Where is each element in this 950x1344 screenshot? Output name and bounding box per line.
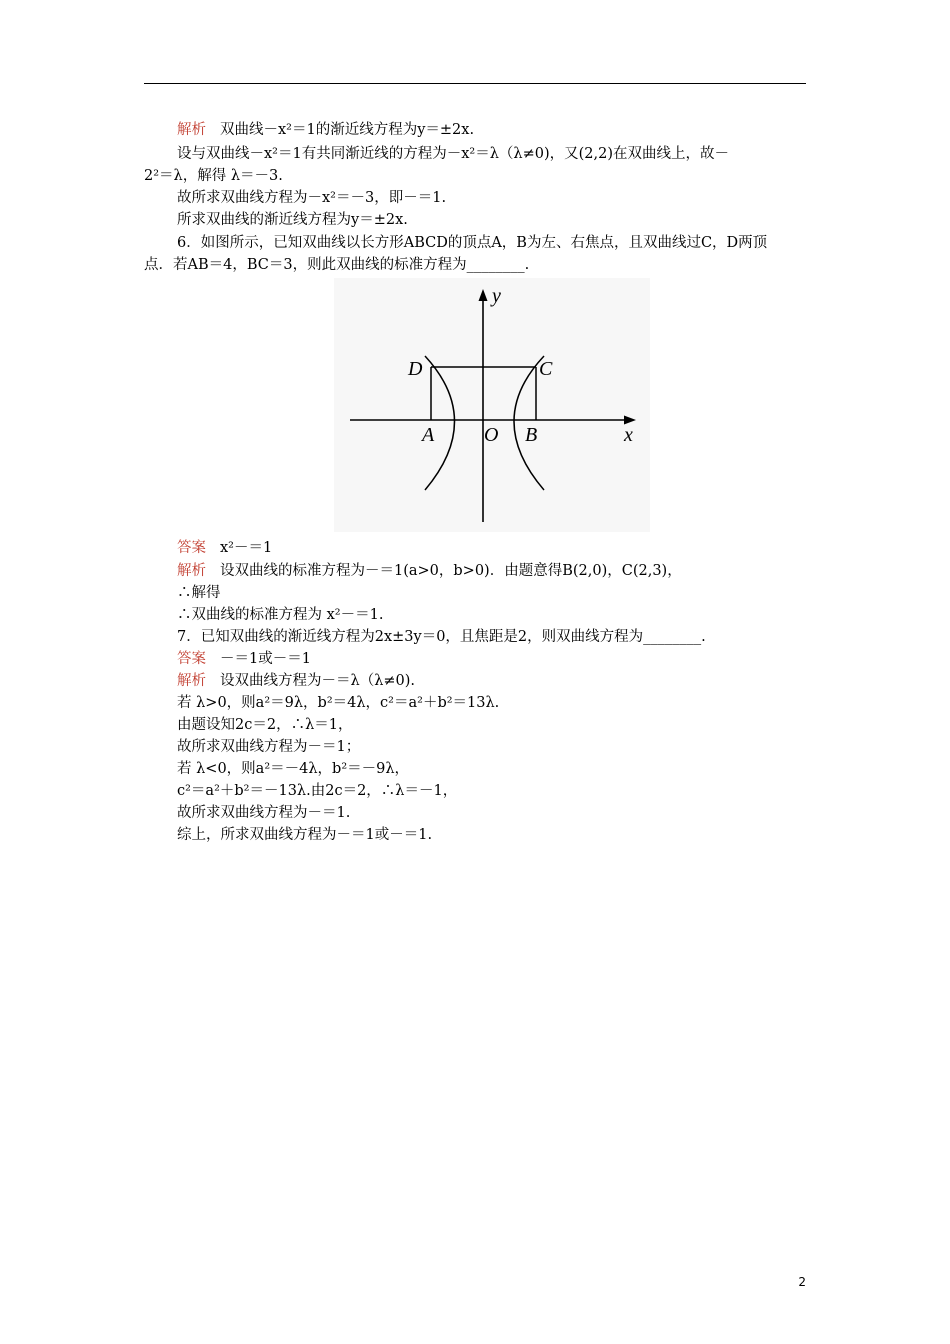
answer-6 (177, 538, 272, 558)
text-s6c: ∴双曲线的标准方程为 x²－＝1. (177, 607, 384, 623)
jiexi-label: 解析 (177, 673, 206, 689)
hyperbola-figure (334, 278, 650, 532)
text-l5: 所求双曲线的渐近线方程为y＝±2x. (177, 212, 408, 228)
text-s7f: c²＝a²＋b²＝－13λ.由2c＝2，∴λ＝－1， (177, 783, 458, 799)
header-rule (144, 83, 806, 84)
text-l2: 设与双曲线－x²＝1有共同渐近线的方程为－x²＝λ（λ≠0)，又(2,2)在双曲线上，故－ (177, 146, 729, 162)
question-7: 7．已知双曲线的渐近线方程为2x±3y＝0，且焦距是2，则双曲线方程为________. (177, 629, 706, 645)
figure-background (334, 278, 650, 532)
jiexi-label: 解析 (177, 563, 206, 579)
daan-label: 答案 (177, 540, 206, 556)
label-x: x (624, 424, 633, 446)
label-y: y (492, 285, 501, 307)
question-6-line-2: 点．若AB＝4，BC＝3，则此双曲线的标准方程为________. (144, 257, 530, 273)
text-l3: 2²＝λ，解得 λ＝－3. (144, 168, 283, 184)
answer-6-text: x²－＝1 (220, 540, 273, 556)
text-l1: 双曲线－x²＝1的渐近线方程为y＝±2x. (220, 122, 475, 138)
label-d: D (408, 358, 423, 380)
label-b: B (525, 424, 538, 446)
text-s7d: 故所求双曲线方程为－＝1； (177, 739, 361, 755)
text-s7e: 若 λ<0，则a²＝－4λ，b²＝－9λ， (177, 761, 410, 777)
page-number: 2 (798, 1275, 806, 1289)
answer-7 (177, 649, 311, 669)
solution-5-line-1 (177, 120, 474, 140)
jiexi-label: 解析 (177, 122, 206, 138)
text-s7c: 由题设知2c＝2，∴λ＝1， (177, 717, 353, 733)
answer-7-text: －＝1或－＝1 (220, 651, 311, 667)
text-s7g: 故所求双曲线方程为－＝1. (177, 805, 351, 821)
text-s7b: 若 λ>0，则a²＝9λ，b²＝4λ，c²＝a²＋b²＝13λ. (177, 695, 500, 711)
label-a: A (422, 424, 435, 446)
solution-7-line-1 (177, 671, 415, 691)
text-s6b: ∴解得 (177, 585, 221, 601)
text-s7h: 综上，所求双曲线方程为－＝1或－＝1. (177, 827, 433, 843)
text-l4: 故所求双曲线方程为－x²＝－3，即－＝1. (177, 190, 447, 206)
question-6-line-1: 6．如图所示，已知双曲线以长方形ABCD的顶点A，B为左、右焦点，且双曲线过C，D两顶 (177, 235, 768, 251)
text-s7a: 设双曲线方程为－＝λ（λ≠0). (220, 673, 416, 689)
label-c: C (539, 358, 553, 380)
label-origin: O (484, 424, 499, 446)
text-s6a: 设双曲线的标准方程为－＝1(a>0，b>0)．由题意得B(2,0)，C(2,3)， (220, 563, 682, 579)
solution-6-line-1 (177, 561, 682, 581)
daan-label: 答案 (177, 651, 206, 667)
